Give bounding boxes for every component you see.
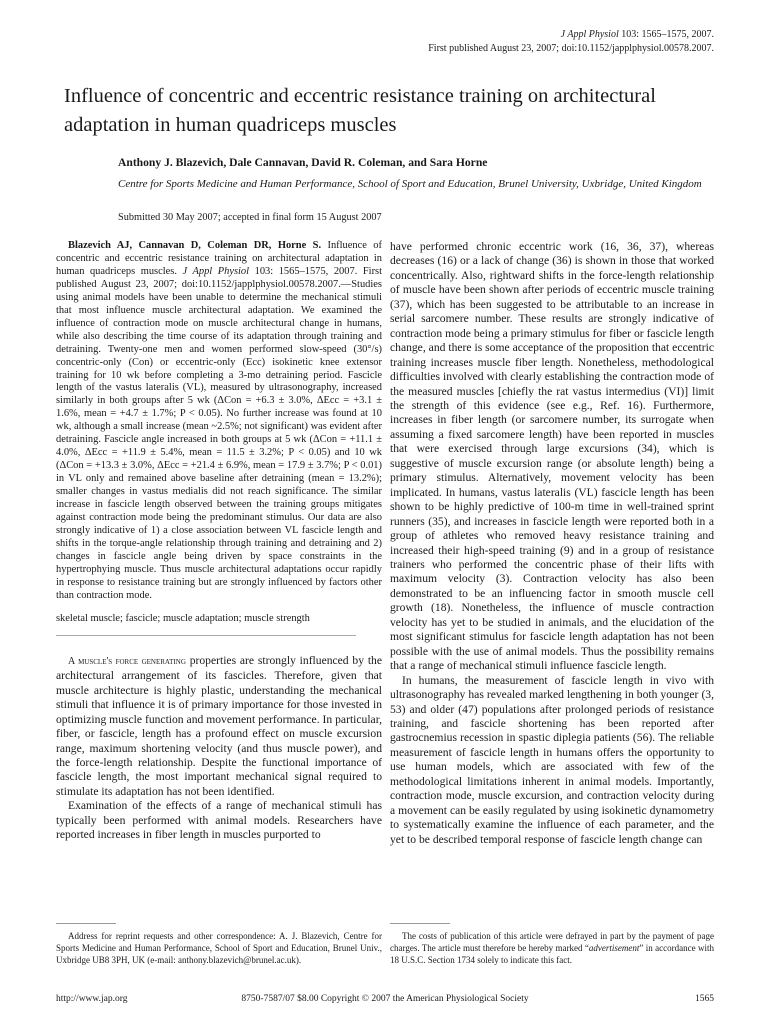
abstract bbox=[56, 240, 382, 603]
correspondence-footnote: Address for reprint requests and other correspondence: A. J. Blazevich, Centre for Sports Medicine and Human Performance, School of Sport and Education, Brunel Univ., Uxbridge UB8 3PH, UK (e-mail: anthony.blazevich@brunel.ac.uk). bbox=[56, 931, 382, 965]
journal-name: J Appl Physiol bbox=[560, 29, 619, 40]
lead-in-small-caps: A muscle's force generating bbox=[68, 655, 186, 667]
intro-paragraph-1-text: properties are strongly influenced by the architectural arrangement of its fascicles. Therefore, given that muscle architecture is highly plastic, understanding the mechanical stimuli that influence it is of primary importance for those invested in optimizing muscle function and movement performance. In particular, fiber, or fascicle, length has a profound effect on muscle excursion range, maximum shortening velocity (and thus muscle power), and the force-length relationship. Despite the functional importance of fascicle length, the most important mechanical signal required to stimulate its adaptation has not been identified. bbox=[56, 653, 382, 798]
abstract-citation-journal: J Appl Physiol bbox=[182, 265, 250, 277]
journal-url-link[interactable]: http://www.jap.org bbox=[56, 994, 128, 1004]
volume-pages: 103: 1565–1575, 2007. bbox=[621, 29, 714, 40]
abstract-citation-authors: Blazevich AJ, Cannavan D, Coleman DR, Horne S. bbox=[68, 240, 322, 251]
journal-reference bbox=[428, 28, 714, 56]
right-column bbox=[390, 240, 714, 847]
abstract-text: Studies using animal models have been unable to determine the mechanical stimuli that most influence muscle architectural adaptation. We examined the influence of contraction mode on muscle architectural change in humans, while also describing the time course of its adaptation through training and detraining. Twenty-one men and women performed slow-speed (30°/s) concentric-only (Con) or eccentric-only (Ecc) isokinetic knee extensor training for 10 wk before completing a 3-mo detraining period. Fascicle length of the vastus lateralis (VL), measured by ultrasonography, increased similarly in both groups after 5 wk (ΔCon = +6.3 ± 3.0%, ΔEcc = +3.1 ± 1.6%, mean = +4.7 ± 1.7%; P < 0.05). No further increase was found at 10 wk, although a small increase (mean ~2.5%; not significant) was evident after detraining. Fascicle angle increased in both groups at 5 wk (ΔCon = +11.1 ± 4.0%, ΔEcc = +11.9 ± 5.4%, mean = 11.5 ± 3.2%; P < 0.05) and 10 wk (ΔCon = +13.3 ± 3.0%, ΔEcc = +21.4 ± 6.9%, mean = 17.9 ± 3.7%; P < 0.01) in VL only and remained above baseline after detraining (mean = 13.2%); smaller changes in vastus medialis did not reach significance. The similar increase in fascicle length observed between the training groups mitigates against contraction mode being the predominant stimulus. Our data are also strongly indicative of 1) a close association between VL fascicle length and shifts in the torque-angle relationship through training and detraining and 2) changes in fascicle angle being driven by space constraints in the hypertrophying muscle. Thus muscle architectural adaptations occur rapidly in response to resistance training but are strongly influenced by factors other than contraction mode. bbox=[56, 278, 382, 601]
article-title: Influence of concentric and eccentric resistance training on architectural adaptation in human quadriceps muscles bbox=[64, 85, 656, 136]
footnote-rule-left bbox=[56, 923, 116, 924]
keywords-divider bbox=[56, 635, 356, 636]
footnote-rule-right bbox=[390, 923, 450, 924]
cost-note-after: ” in accordance with 18 U.S.C. Section 1734 solely to indicate this fact. bbox=[390, 943, 715, 965]
cost-note-before: The costs of publication of this article were defrayed in part by the payment of page charges. The article must therefore be hereby marked “ bbox=[390, 931, 714, 953]
keywords: skeletal muscle; fascicle; muscle adaptation; muscle strength bbox=[56, 612, 310, 624]
copyright-line: 8750-7587/07 $8.00 Copyright © 2007 the American Physiological Society bbox=[241, 994, 529, 1004]
first-published: First published August 23, 2007; doi:10.1152/japplphysiol.00578.2007. bbox=[428, 43, 714, 54]
right-paragraph-2: In humans, the measurement of fascicle length in vivo with ultrasonography has revealed marked lengthening in both younger (3, 53) and older (47) populations after prolonged periods of resistance training, and fascicle shortening has been reported after gastrocnemius recession in spastic diplegia patients (56). The reliable measurement of fascicle length in humans offers the opportunity to use human models, which are associated with few of the methodological limitations inherent in animal models. Importantly, contraction mode, muscle excursion, and contraction velocity during a movement can be easily regulated by using isokinetic dynamometry to systematically examine the influence of each parameter, and the yet to be described temporal response of fascicle length change can bbox=[390, 673, 714, 846]
intro-paragraph-2: Examination of the effects of a range of mechanical stimuli has typically been performed with animal models. Researchers have reported increases in fiber length in muscles purported to bbox=[56, 799, 382, 842]
left-column bbox=[56, 240, 382, 843]
abstract-citation-title: Influence of concentric and eccentric resistance training on architectural adaptation in human quadriceps muscles. bbox=[56, 240, 382, 277]
publication-cost-footnote bbox=[390, 930, 714, 966]
submission-dates: Submitted 30 May 2007; accepted in final form 15 August 2007 bbox=[118, 212, 382, 223]
right-paragraph-1: have performed chronic eccentric work (16, 36, 37), whereas decreases (16) or a lack of change (36) is shown in those that worked concentrically. Also, rightward shifts in the force-length relationship of muscle have been shown after periods of eccentric muscle training (37), which has been suggested to be attributable to an increase in serial sarcomere number. These results are strongly indicative of contraction mode being a primary stimulus for fiber or fascicle length change, and there is some acceptance of the proposition that eccentric training increases muscle fiber length. Nonetheless, methodological difficulties involved with clearly establishing the contraction mode of the measured muscles [chiefly the rat vastus intermedius (VI)] limit the strength of this evidence (see e.g., Ref. 16). Furthermore, increases in fiber length (or sarcomere number, its surrogate when assuming a fixed sarcomere length) have been reported in muscles that were exercised through large excursions (34), which is suggestive of muscle excursion range (or absolute length) being a primary stimulus. Alternatively, movement velocity has been implicated. In humans, vastus lateralis (VL) fascicle length has been shown to be highly predictive of 100-m time in well-trained sprint runners (35), and increases in fascicle length were reported both in a group of athletes who removed heavy resistance training and increased their high-speed training (9) and in a group of resistance trainers who performed the concentric phase of their lifts with maximum velocity (3). Contraction velocity has also been demonstrated to be an influencing factor in smooth muscle cell growth (18). Nonetheless, the influence of muscle contraction velocity has yet to be studied in animals, and the elucidation of the most significant stimulus for fascicle length adaptation has not been possible with the use of animal models. Thus the possibility remains that a range of mechanical stimuli influence fascicle length. bbox=[390, 240, 714, 673]
abstract-citation-rest: 103: 1565–1575, 2007. First published August 23, 2007; doi:10.1152/japplphysiol.00578.2007.— bbox=[56, 265, 383, 290]
cost-note-marked: advertisement bbox=[588, 943, 640, 953]
author-list: Anthony J. Blazevich, Dale Cannavan, David R. Coleman, and Sara Horne bbox=[118, 156, 488, 169]
page-number: 1565 bbox=[695, 994, 714, 1004]
intro-paragraph-1 bbox=[56, 654, 382, 800]
affiliation: Centre for Sports Medicine and Human Performance, School of Sport and Education, Brunel University, Uxbridge, United Kingdom bbox=[118, 178, 702, 190]
journal-citation bbox=[428, 28, 714, 42]
